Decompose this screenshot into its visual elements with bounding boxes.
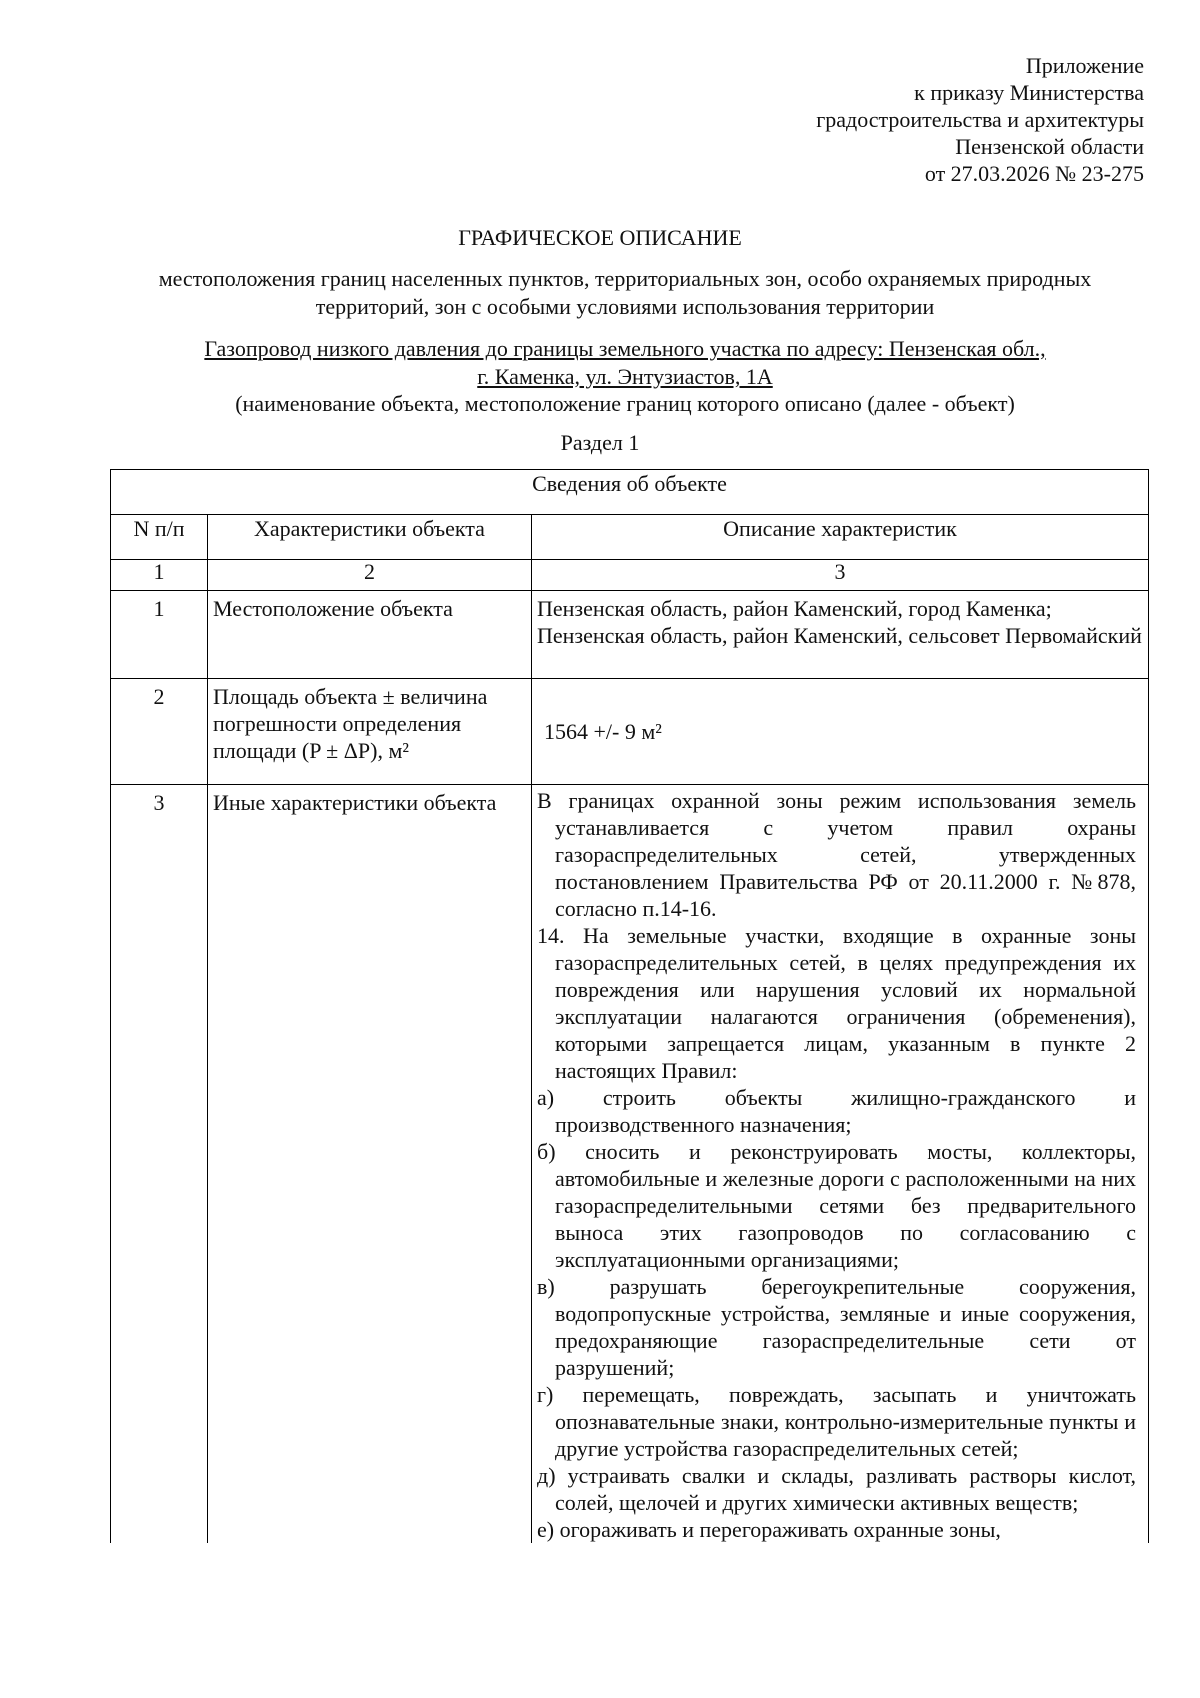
object-name-line1: Газопровод низкого давления до границы земельного участка по адресу: Пензенская обл.,	[204, 336, 1046, 361]
desc-paragraph: б) сносить и реконструировать мосты, коллекторы, автомобильные и железные дороги с расположенными на них газораспределительными сетями без предварительного выноса этих газопроводов по согласованию с эксплуатационными организациями;	[537, 1139, 1137, 1272]
row-num: 2	[111, 679, 208, 785]
desc-paragraph: д) устраивать свалки и склады, разливать растворы кислот, солей, щелочей и других химически активных веществ;	[537, 1463, 1137, 1515]
colnum-cell: 1	[111, 560, 208, 591]
header-line: от 27.03.2026 № 23-275	[924, 161, 1144, 186]
header-line: Приложение	[1025, 53, 1144, 78]
document-header	[816, 52, 1144, 187]
header-line: градостроительства и архитектуры	[816, 107, 1144, 132]
row-num: 1	[111, 591, 208, 679]
table-row	[111, 785, 1149, 1544]
row-name: Площадь объекта ± величина погрешности определения площади (P ± ΔP), м²	[208, 679, 532, 785]
header-description: Описание характеристик	[532, 515, 1149, 560]
object-name	[100, 335, 1150, 391]
header-num: N п/п	[111, 515, 208, 560]
header-line: к приказу Министерства	[914, 80, 1144, 105]
object-name-line2: г. Каменка, ул. Энтузиастов, 1А	[477, 364, 773, 389]
colnum-cell: 3	[532, 560, 1149, 591]
table-title-row	[111, 470, 1149, 515]
object-name-note: (наименование объекта, местоположение границ которого описано (далее - объект)	[235, 391, 1015, 416]
header-line: Пензенской области	[955, 134, 1144, 159]
table-header-row	[111, 515, 1149, 560]
table-row	[111, 591, 1149, 679]
row-desc	[532, 785, 1149, 1544]
desc-paragraph: в) разрушать берегоукрепительные сооружения, водопропускные устройства, земляные и иные сооружения, предохраняющие газораспределительные сети от разрушений;	[537, 1274, 1137, 1380]
row-name: Иные характеристики объекта	[208, 785, 532, 1544]
colnum-cell: 2	[208, 560, 532, 591]
document-title: ГРАФИЧЕСКОЕ ОПИСАНИЕ	[458, 225, 742, 250]
desc-paragraph: г) перемещать, повреждать, засыпать и уничтожать опознавательные знаки, контрольно-измерительные пункты и другие устройства газораспределительных сетей;	[537, 1382, 1137, 1461]
table-row	[111, 679, 1149, 785]
object-info-table	[110, 469, 1149, 1543]
table-colnum-row	[111, 560, 1149, 591]
row-desc: 1564 +/- 9 м²	[532, 679, 1149, 785]
row-desc: Пензенская область, район Каменский, город Каменка; Пензенская область, район Каменский, сельсовет Первомайский	[532, 591, 1149, 679]
desc-paragraph: е) огораживать и перегораживать охранные зоны,	[537, 1517, 1001, 1542]
document-subtitle: местоположения границ населенных пунктов, территориальных зон, особо охраняемых природных территорий, зон с особыми условиями использования территории	[158, 266, 1092, 319]
desc-paragraph: а) строить объекты жилищно-гражданского и производственного назначения;	[537, 1085, 1137, 1137]
row-name: Местоположение объекта	[208, 591, 532, 679]
row-num: 3	[111, 785, 208, 1544]
table-title: Сведения об объекте	[111, 470, 1149, 515]
header-characteristic: Характеристики объекта	[208, 515, 532, 560]
section-label: Раздел 1	[560, 430, 640, 455]
desc-paragraph: В границах охранной зоны режим использования земель устанавливается с учетом правил охраны газораспределительных сетей, утвержденных постановлением Правительства РФ от 20.11.2000 г. №878, согласно п.14-16.	[537, 788, 1137, 921]
desc-paragraph: 14. На земельные участки, входящие в охранные зоны газораспределительных сетей, в целях предупреждения их повреждения или нарушения условий их нормальной эксплуатации налагаются ограничения (обременения), которыми запрещается лицам, указанным в пункте 2 настоящих Правил:	[537, 923, 1137, 1083]
